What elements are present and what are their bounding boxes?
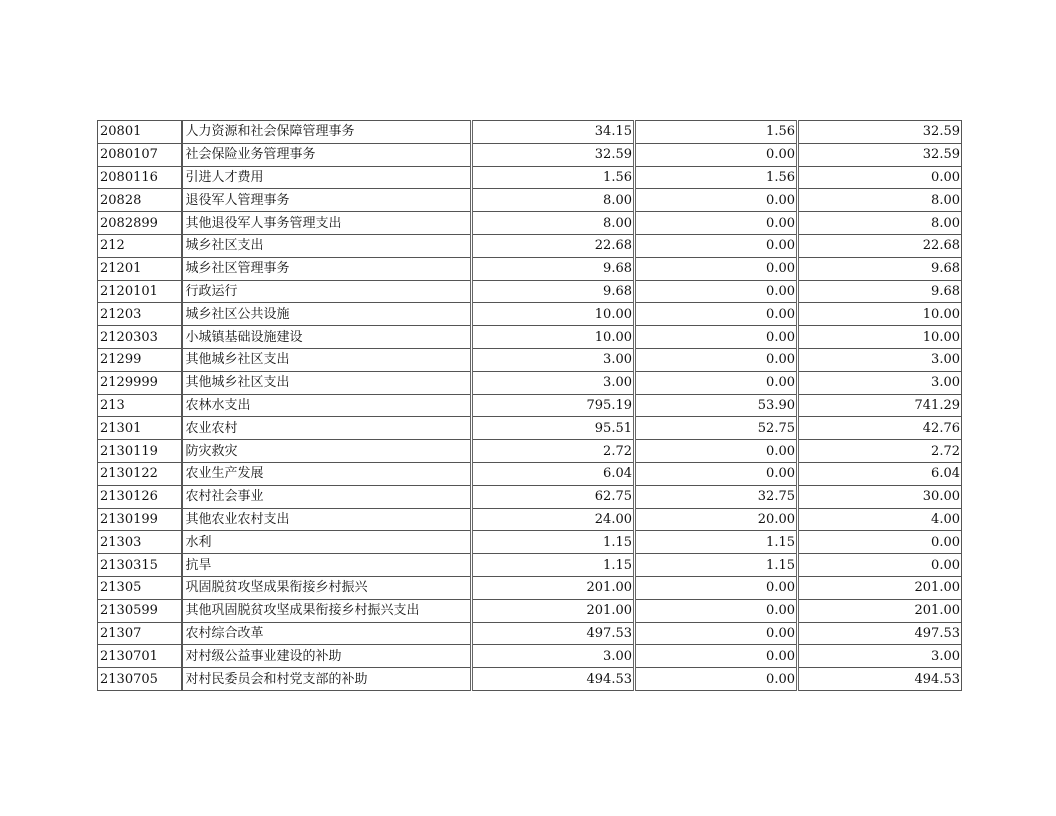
table-row	[98, 417, 962, 440]
subject-name-cell: 水利	[182, 531, 472, 554]
total-amount-cell: 95.51	[472, 417, 635, 440]
subject-name-cell: 其他城乡社区支出	[182, 348, 472, 371]
subject-code-cell: 20801	[98, 121, 182, 144]
second-amount-cell: 1.56	[635, 166, 798, 189]
table-row	[98, 576, 962, 599]
table-row	[98, 326, 962, 349]
total-amount-cell: 201.00	[472, 576, 635, 599]
subject-name-cell: 农村社会事业	[182, 485, 472, 508]
subject-name-cell: 城乡社区公共设施	[182, 303, 472, 326]
third-amount-cell: 497.53	[798, 622, 962, 645]
subject-code-cell: 2120101	[98, 280, 182, 303]
budget-table	[97, 120, 962, 691]
subject-code-cell: 2130705	[98, 668, 182, 691]
third-amount-cell: 201.00	[798, 576, 962, 599]
table-row	[98, 280, 962, 303]
table-row	[98, 554, 962, 577]
subject-name-cell: 行政运行	[182, 280, 472, 303]
subject-name-cell: 对村民委员会和村党支部的补助	[182, 668, 472, 691]
second-amount-cell: 0.00	[635, 440, 798, 463]
subject-code-cell: 21299	[98, 348, 182, 371]
subject-code-cell: 21303	[98, 531, 182, 554]
total-amount-cell: 6.04	[472, 462, 635, 485]
table-row	[98, 599, 962, 622]
subject-code-cell: 21203	[98, 303, 182, 326]
third-amount-cell: 3.00	[798, 645, 962, 668]
subject-name-cell: 其他城乡社区支出	[182, 371, 472, 394]
third-amount-cell: 30.00	[798, 485, 962, 508]
third-amount-cell: 9.68	[798, 280, 962, 303]
subject-name-cell: 农业生产发展	[182, 462, 472, 485]
second-amount-cell: 53.90	[635, 394, 798, 417]
subject-code-cell: 2130199	[98, 508, 182, 531]
total-amount-cell: 3.00	[472, 371, 635, 394]
third-amount-cell: 32.59	[798, 143, 962, 166]
total-amount-cell: 497.53	[472, 622, 635, 645]
subject-code-cell: 2080116	[98, 166, 182, 189]
subject-name-cell: 抗旱	[182, 554, 472, 577]
second-amount-cell: 0.00	[635, 143, 798, 166]
third-amount-cell: 201.00	[798, 599, 962, 622]
subject-code-cell: 2130122	[98, 462, 182, 485]
total-amount-cell: 10.00	[472, 326, 635, 349]
third-amount-cell: 32.59	[798, 121, 962, 144]
second-amount-cell: 0.00	[635, 462, 798, 485]
total-amount-cell: 9.68	[472, 280, 635, 303]
total-amount-cell: 2.72	[472, 440, 635, 463]
subject-name-cell: 其他退役军人事务管理支出	[182, 212, 472, 235]
table-row	[98, 303, 962, 326]
second-amount-cell: 1.56	[635, 121, 798, 144]
subject-code-cell: 2130599	[98, 599, 182, 622]
subject-name-cell: 农业农村	[182, 417, 472, 440]
second-amount-cell: 0.00	[635, 212, 798, 235]
total-amount-cell: 34.15	[472, 121, 635, 144]
subject-code-cell: 2120303	[98, 326, 182, 349]
table-row	[98, 508, 962, 531]
third-amount-cell: 22.68	[798, 234, 962, 257]
subject-name-cell: 其他巩固脱贫攻坚成果衔接乡村振兴支出	[182, 599, 472, 622]
total-amount-cell: 3.00	[472, 645, 635, 668]
total-amount-cell: 3.00	[472, 348, 635, 371]
subject-code-cell: 21201	[98, 257, 182, 280]
subject-code-cell: 21305	[98, 576, 182, 599]
subject-name-cell: 农林水支出	[182, 394, 472, 417]
third-amount-cell: 9.68	[798, 257, 962, 280]
total-amount-cell: 62.75	[472, 485, 635, 508]
subject-code-cell: 212	[98, 234, 182, 257]
second-amount-cell: 0.00	[635, 599, 798, 622]
third-amount-cell: 8.00	[798, 212, 962, 235]
second-amount-cell: 0.00	[635, 371, 798, 394]
subject-name-cell: 人力资源和社会保障管理事务	[182, 121, 472, 144]
second-amount-cell: 0.00	[635, 576, 798, 599]
subject-name-cell: 退役军人管理事务	[182, 189, 472, 212]
subject-code-cell: 2130126	[98, 485, 182, 508]
second-amount-cell: 0.00	[635, 348, 798, 371]
subject-code-cell: 213	[98, 394, 182, 417]
table-row	[98, 645, 962, 668]
subject-code-cell: 20828	[98, 189, 182, 212]
subject-code-cell: 2130119	[98, 440, 182, 463]
total-amount-cell: 32.59	[472, 143, 635, 166]
third-amount-cell: 2.72	[798, 440, 962, 463]
third-amount-cell: 0.00	[798, 554, 962, 577]
subject-name-cell: 农村综合改革	[182, 622, 472, 645]
second-amount-cell: 20.00	[635, 508, 798, 531]
subject-name-cell: 城乡社区管理事务	[182, 257, 472, 280]
table-row	[98, 234, 962, 257]
table-row	[98, 348, 962, 371]
subject-code-cell: 2130315	[98, 554, 182, 577]
total-amount-cell: 1.15	[472, 531, 635, 554]
subject-code-cell: 2130701	[98, 645, 182, 668]
subject-code-cell: 2080107	[98, 143, 182, 166]
subject-name-cell: 防灾救灾	[182, 440, 472, 463]
subject-code-cell: 21307	[98, 622, 182, 645]
subject-name-cell: 城乡社区支出	[182, 234, 472, 257]
third-amount-cell: 494.53	[798, 668, 962, 691]
second-amount-cell: 0.00	[635, 234, 798, 257]
third-amount-cell: 3.00	[798, 348, 962, 371]
third-amount-cell: 741.29	[798, 394, 962, 417]
budget-table-body	[98, 121, 962, 691]
total-amount-cell: 8.00	[472, 212, 635, 235]
third-amount-cell: 0.00	[798, 531, 962, 554]
second-amount-cell: 52.75	[635, 417, 798, 440]
total-amount-cell: 1.56	[472, 166, 635, 189]
total-amount-cell: 8.00	[472, 189, 635, 212]
second-amount-cell: 32.75	[635, 485, 798, 508]
table-row	[98, 440, 962, 463]
subject-name-cell: 引进人才费用	[182, 166, 472, 189]
second-amount-cell: 0.00	[635, 645, 798, 668]
subject-code-cell: 21301	[98, 417, 182, 440]
subject-name-cell: 其他农业农村支出	[182, 508, 472, 531]
second-amount-cell: 1.15	[635, 554, 798, 577]
table-row	[98, 485, 962, 508]
third-amount-cell: 6.04	[798, 462, 962, 485]
table-row	[98, 189, 962, 212]
table-row	[98, 212, 962, 235]
total-amount-cell: 24.00	[472, 508, 635, 531]
subject-code-cell: 2082899	[98, 212, 182, 235]
third-amount-cell: 10.00	[798, 303, 962, 326]
table-row	[98, 531, 962, 554]
second-amount-cell: 1.15	[635, 531, 798, 554]
subject-name-cell: 巩固脱贫攻坚成果衔接乡村振兴	[182, 576, 472, 599]
third-amount-cell: 8.00	[798, 189, 962, 212]
subject-name-cell: 对村级公益事业建设的补助	[182, 645, 472, 668]
third-amount-cell: 10.00	[798, 326, 962, 349]
table-row	[98, 394, 962, 417]
total-amount-cell: 22.68	[472, 234, 635, 257]
table-row	[98, 668, 962, 691]
subject-name-cell: 小城镇基础设施建设	[182, 326, 472, 349]
total-amount-cell: 201.00	[472, 599, 635, 622]
second-amount-cell: 0.00	[635, 326, 798, 349]
table-row	[98, 371, 962, 394]
third-amount-cell: 0.00	[798, 166, 962, 189]
second-amount-cell: 0.00	[635, 189, 798, 212]
table-row	[98, 143, 962, 166]
third-amount-cell: 3.00	[798, 371, 962, 394]
second-amount-cell: 0.00	[635, 622, 798, 645]
total-amount-cell: 10.00	[472, 303, 635, 326]
table-row	[98, 257, 962, 280]
table-row	[98, 622, 962, 645]
total-amount-cell: 795.19	[472, 394, 635, 417]
table-row	[98, 166, 962, 189]
total-amount-cell: 9.68	[472, 257, 635, 280]
table-row	[98, 121, 962, 144]
table-row	[98, 462, 962, 485]
second-amount-cell: 0.00	[635, 257, 798, 280]
subject-name-cell: 社会保险业务管理事务	[182, 143, 472, 166]
third-amount-cell: 4.00	[798, 508, 962, 531]
second-amount-cell: 0.00	[635, 280, 798, 303]
second-amount-cell: 0.00	[635, 303, 798, 326]
total-amount-cell: 494.53	[472, 668, 635, 691]
third-amount-cell: 42.76	[798, 417, 962, 440]
total-amount-cell: 1.15	[472, 554, 635, 577]
second-amount-cell: 0.00	[635, 668, 798, 691]
subject-code-cell: 2129999	[98, 371, 182, 394]
